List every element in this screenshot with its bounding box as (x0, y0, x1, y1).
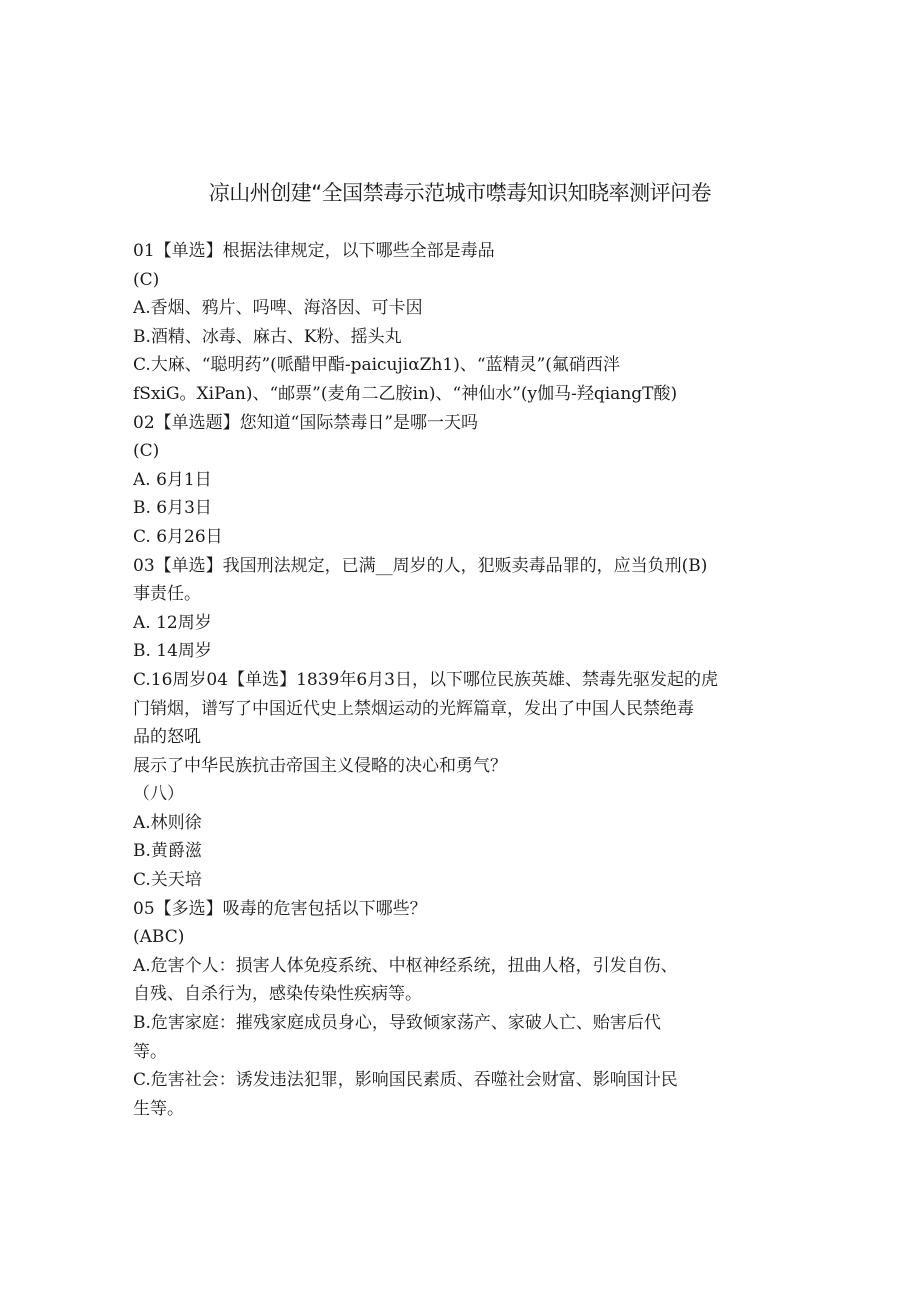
text-line: B.酒精、冰毒、麻古、K粉、摇头丸 (133, 326, 402, 347)
text-line: B.黄爵滋 (133, 841, 202, 862)
text-line: 品的怒吼 (133, 727, 201, 748)
text-line: B. 14周岁 (133, 641, 212, 662)
document-title: 凉山州创建“全国禁毒示范城市噤毒知识知晓率测评问卷 (208, 181, 712, 205)
text-line: 01【单选】根据法律规定，以下哪些全部是毒品 (133, 241, 495, 261)
text-line: (ABC) (133, 927, 185, 948)
text-line: 门销烟，谱写了中国近代史上禁烟运动的光辉篇章，发出了中国人民禁绝毒 (133, 698, 694, 719)
text-line: (C) (133, 441, 160, 462)
text-line: C.关天培 (133, 870, 202, 891)
text-line: C.大麻、“聪明药”(哌醋甲酯-paicujiαZh1)、“蓝精灵”(氟硝西泮 (133, 355, 620, 376)
text-line: 02【单选题】您知道“国际禁毒日”是哪一天吗 (133, 412, 479, 433)
text-line: fSxiG。XiPan)、“邮票”(麦角二乙胺in)、“神仙水”(y伽马-羟qiangT酸) (133, 383, 678, 404)
text-line: (C) (133, 269, 160, 290)
text-line: A.林则徐 (133, 812, 202, 833)
text-line: B. 6月3日 (133, 498, 212, 519)
text-line: C. 6月26日 (133, 526, 223, 547)
text-line: C.危害社会：诱发违法犯罪，影响国民素质、吞噬社会财富、影响国计民 (133, 1070, 678, 1091)
text-line: A.香烟、鸦片、吗啤、海洛因、可卡因 (133, 298, 423, 319)
text-line: A. 12周岁 (133, 612, 212, 633)
text-line: 生等。 (133, 1098, 184, 1119)
text-line: A. 6月1日 (133, 469, 212, 490)
text-line: （八） (133, 784, 184, 805)
text-line: 03【单选】我国刑法规定，已满__周岁的人，犯贩卖毒品罪的，应当负刑(B) (133, 555, 708, 576)
text-line: 等。 (133, 1041, 167, 1062)
text-line: 05【多选】吸毒的危害包括以下哪些？ (133, 898, 427, 919)
text-line: 事责任。 (133, 584, 201, 605)
text-line: 自残、自杀行为，感染传染性疾病等。 (133, 984, 422, 1005)
text-line: 展示了中华民族抗击帝国主义侵略的决心和勇气？ (133, 755, 507, 776)
document-body (133, 237, 793, 1123)
text-line: B.危害家庭：摧残家庭成员身心，导致倾家荡产、家破人亡、贻害后代 (133, 1013, 661, 1034)
text-line: C.16周岁04【单选】1839年6月3日，以下哪位民族英雄、禁毒先驱发起的虎 (133, 669, 718, 690)
text-line: A.危害个人：损害人体免疫系统、中枢神经系统，扭曲人格，引发自伤、 (133, 955, 678, 976)
